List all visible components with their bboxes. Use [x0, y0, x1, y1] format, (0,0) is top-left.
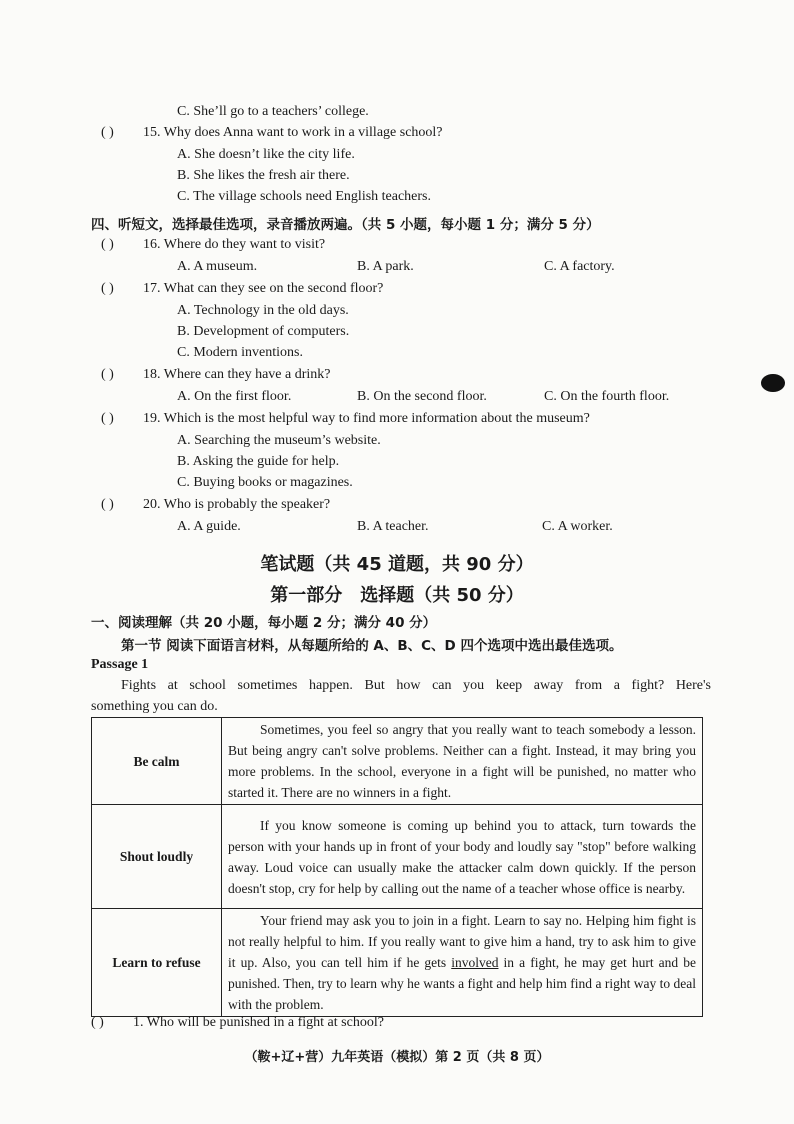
section4-heading: 四、听短文，选择最佳选项，录音播放两遍。（共 5 小题，每小题 1 分；满分 5 分）	[91, 217, 600, 233]
row-label-shout-loudly: Shout loudly	[92, 805, 222, 909]
q18-option-b: B. On the second floor.	[357, 389, 487, 404]
written-title: 笔试题（共 45 道题，共 90 分）	[260, 554, 534, 575]
table-row	[92, 718, 703, 805]
q18-option-c: C. On the fourth floor.	[544, 389, 670, 404]
q16-option-b: B. A park.	[357, 259, 414, 274]
part1-heading: 第一部分 选择题（共 50 分）	[270, 585, 524, 606]
passage-intro-line2: something you can do.	[91, 699, 218, 714]
q18-question: 18. Where can they have a drink?	[143, 367, 331, 382]
q15-question: 15. Why does Anna want to work in a village school?	[143, 125, 443, 140]
q16-option-a: A. A museum.	[177, 259, 258, 274]
q20-question: 20. Who is probably the speaker?	[143, 497, 331, 512]
q18-option-a: A. On the first floor.	[177, 389, 292, 404]
q15-option-a: A. She doesn’t like the city life.	[177, 147, 355, 162]
q1-answer-blank[interactable]: ( )	[91, 1015, 104, 1030]
row-text-shout-loudly: If you know someone is coming up behind you to attack, turn towards the person with your hands up in front of your body and loudly say "stop" before walking away. Loud voice can usually make the attacker calm down quickly. If the person doesn't stop, cry for help by calling out the name of a teacher whose office is nearby.	[222, 805, 703, 909]
table-row	[92, 805, 703, 909]
q19-question: 19. Which is the most helpful way to find more information about the museum?	[143, 411, 590, 426]
underlined-word-involved: involved	[451, 955, 499, 970]
q15-option-b: B. She likes the fresh air there.	[177, 168, 350, 183]
q18-answer-blank[interactable]: ( )	[101, 367, 114, 382]
q19-option-c: C. Buying books or magazines.	[177, 475, 353, 490]
q1-question: 1. Who will be punished in a fight at school?	[133, 1015, 384, 1030]
table-row	[92, 909, 703, 1017]
page-footer: （鞍+辽+营）九年英语（模拟）第 2 页（共 8 页）	[244, 1050, 550, 1065]
q16-question: 16. Where do they want to visit?	[143, 237, 326, 252]
q15-answer-blank[interactable]: ( )	[101, 125, 114, 140]
ink-spot	[761, 374, 785, 392]
row-label-be-calm: Be calm	[92, 718, 222, 805]
q17-option-c: C. Modern inventions.	[177, 345, 303, 360]
q14-option-c: C. She’ll go to a teachers’ college.	[177, 104, 369, 119]
q19-option-a: A. Searching the museum’s website.	[177, 433, 381, 448]
passage-intro-line1: Fights at school sometimes happen. But how can you keep away from a fight? Here's	[121, 678, 711, 693]
q17-question: 17. What can they see on the second floor?	[143, 281, 384, 296]
text-before: Your friend may ask you to join in a fight. Learn to say no. Helping him fight is not really helpful to him. If you really want to give him a hand, try to ask him to give it up. Also, you can tell him if he gets	[228, 913, 696, 970]
text-after: in a fight, he may get hurt and be punished. Then, try to learn why he wants a fight and help him find a right way to deal with the problem.	[228, 955, 696, 1012]
section1-instruction: 第一节 阅读下面语言材料，从每题所给的 A、B、C、D 四个选项中选出最佳选项。	[121, 638, 623, 654]
q20-option-a: A. A guide.	[177, 519, 241, 534]
q17-option-b: B. Development of computers.	[177, 324, 350, 339]
q15-option-c: C. The village schools need English teachers.	[177, 189, 432, 204]
q17-option-a: A. Technology in the old days.	[177, 303, 349, 318]
row-text-be-calm: Sometimes, you feel so angry that you really want to teach somebody a lesson. But being angry can't solve problems. Neither can a fight. Instead, it may bring you more problems. In the school, everyone in a fight will be punished, no matter who started it. There are no winners in a fight.	[222, 718, 703, 805]
q17-answer-blank[interactable]: ( )	[101, 281, 114, 296]
passage-label: Passage 1	[91, 657, 149, 672]
q20-answer-blank[interactable]: ( )	[101, 497, 114, 512]
q16-option-c: C. A factory.	[544, 259, 615, 274]
q19-option-b: B. Asking the guide for help.	[177, 454, 340, 469]
reading-heading: 一、阅读理解（共 20 小题，每小题 2 分；满分 40 分）	[91, 615, 437, 631]
q19-answer-blank[interactable]: ( )	[101, 411, 114, 426]
q16-answer-blank[interactable]: ( )	[101, 237, 114, 252]
row-text-learn-to-refuse	[222, 909, 703, 1017]
row-label-learn-to-refuse: Learn to refuse	[92, 909, 222, 1017]
q20-option-c: C. A worker.	[542, 519, 613, 534]
q20-option-b: B. A teacher.	[357, 519, 429, 534]
passage-table	[91, 717, 703, 1017]
